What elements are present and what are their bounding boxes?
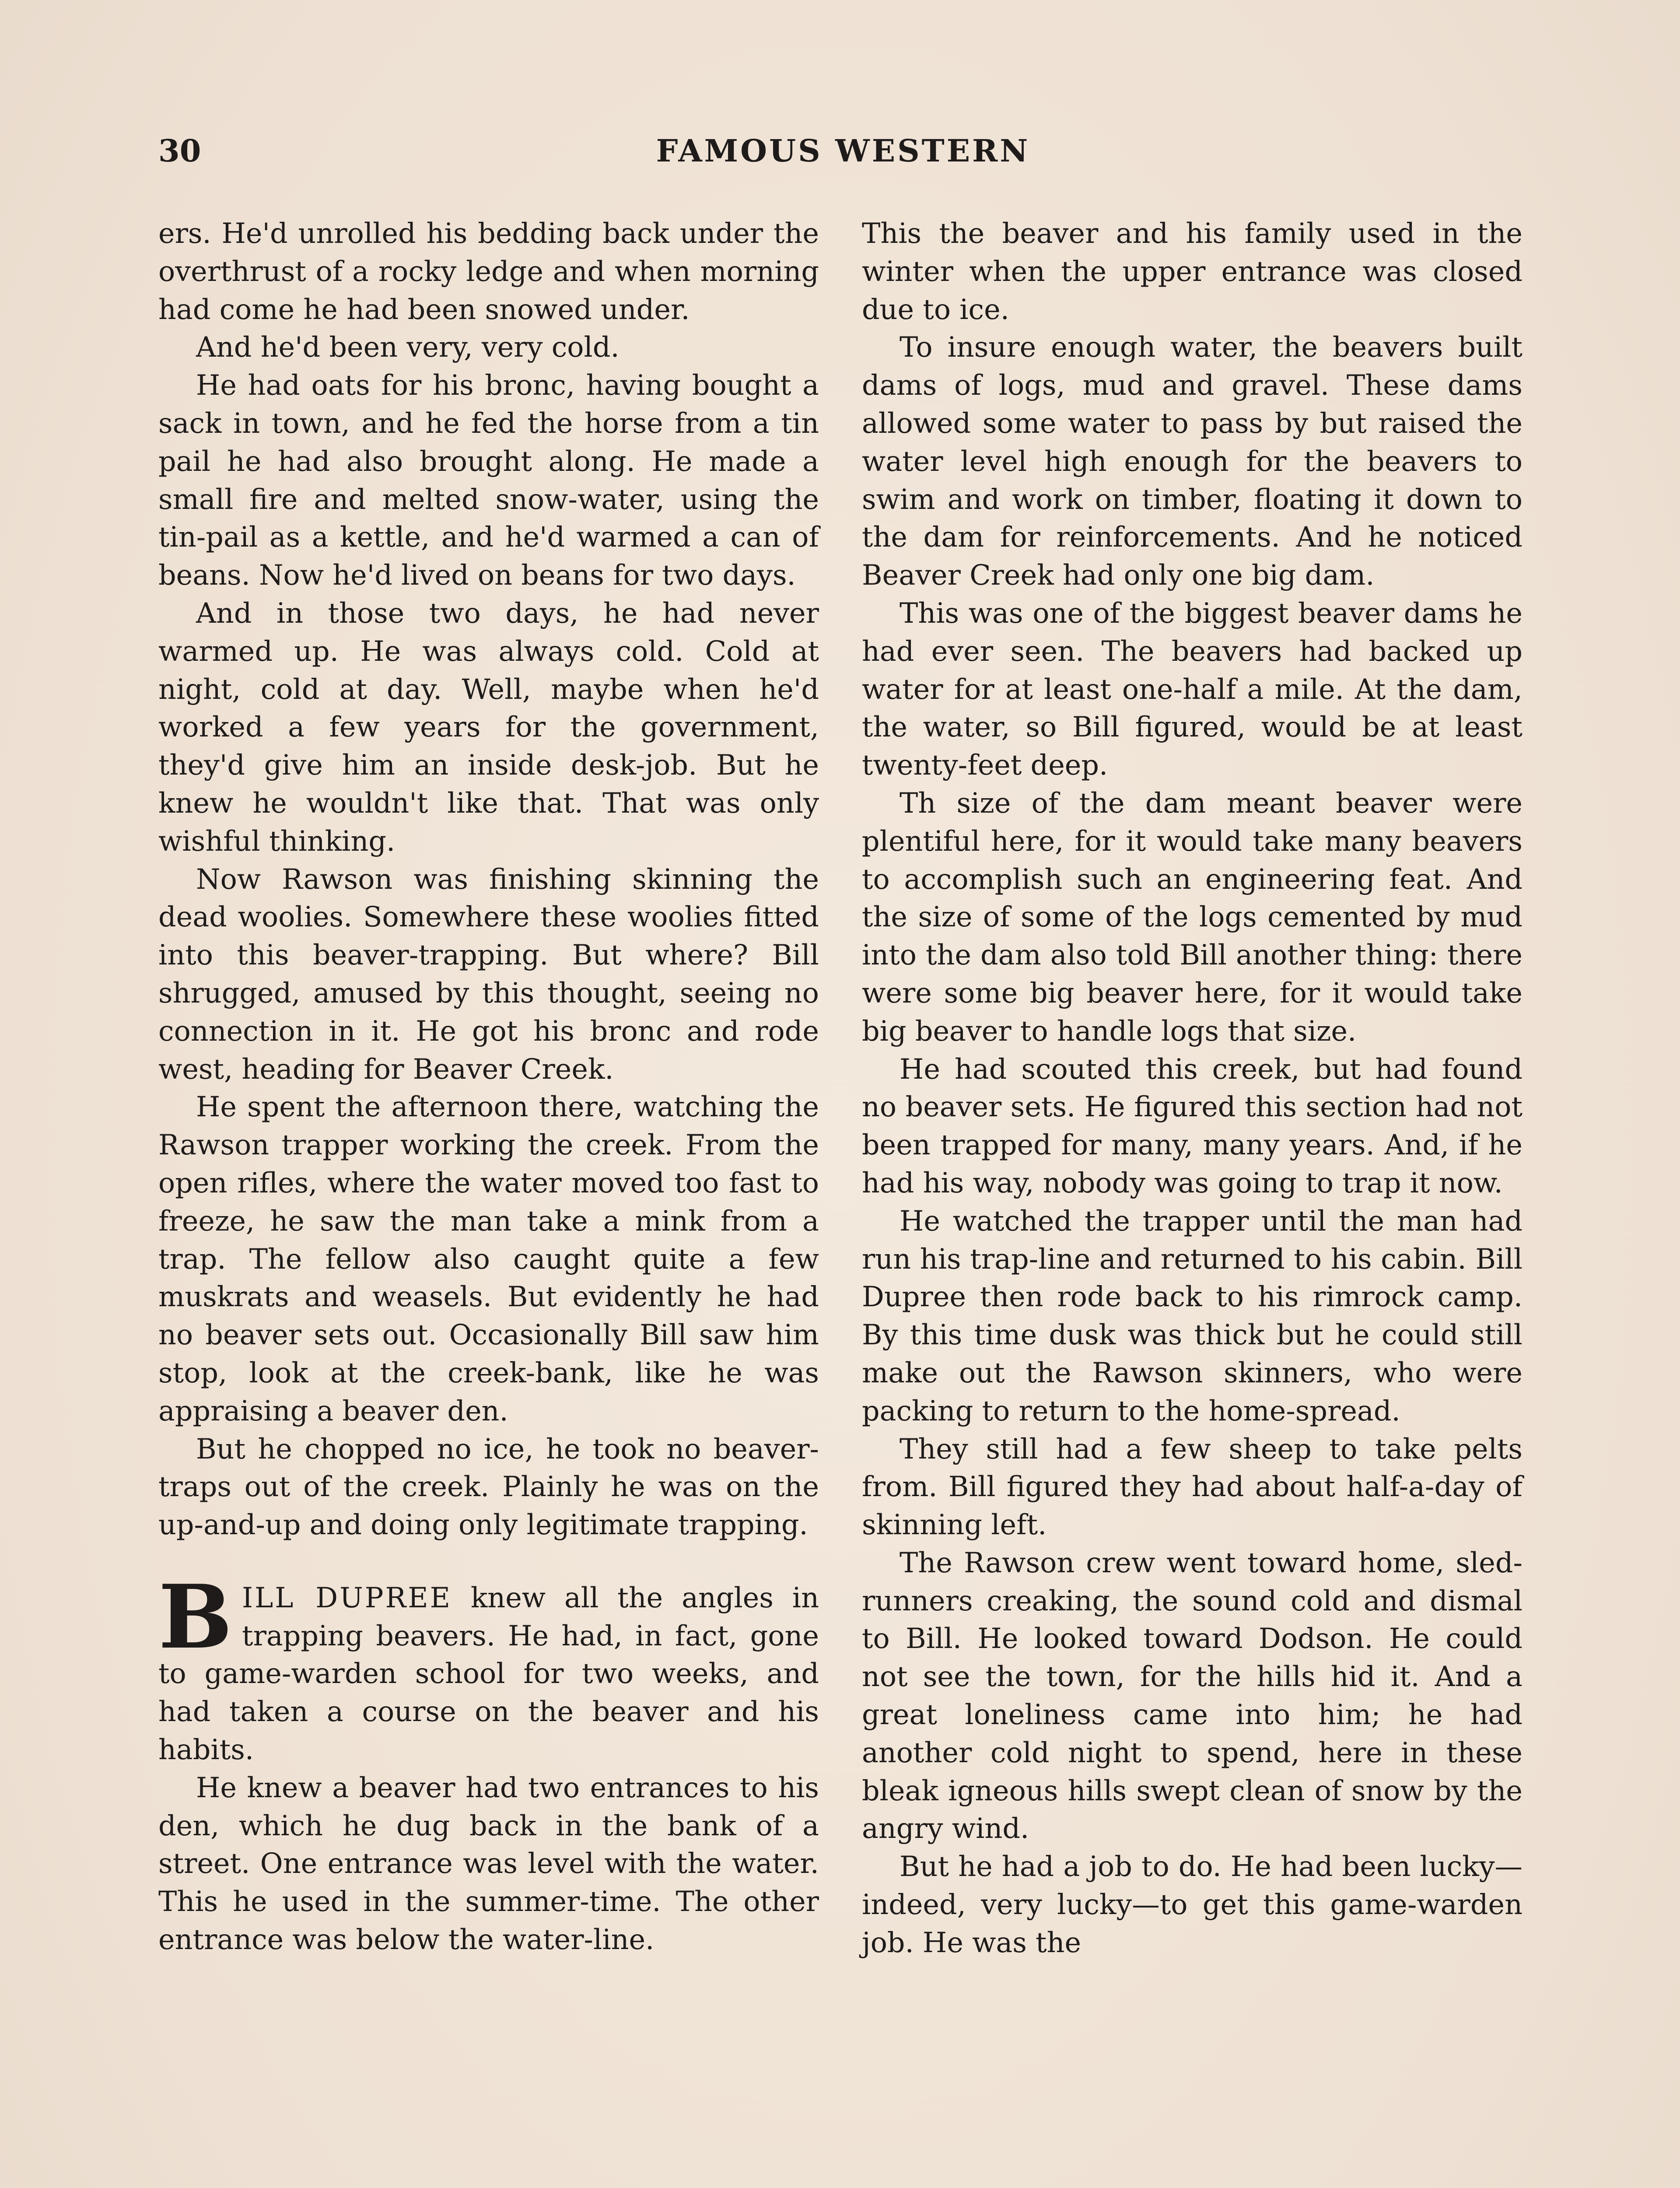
paragraph: He had oats for his bronc, having bought a sack in town, and he fed the horse from a tin pail he had also brought along. He made a small fire and melted snow-water, using the tin-pail as a kettle, and he'd warmed a can of beans. Now he'd lived on beans for two days. [158, 369, 819, 592]
section-opening-paragraph [158, 1579, 819, 1769]
paragraph: They still had a few sheep to take pelts from. Bill figured they had about half-a-day of skinning left. [862, 1432, 1522, 1541]
paragraph: ers. He'd unrolled his bedding back under the overthrust of a rocky ledge and when morning had come he had been snowed under. [158, 217, 819, 326]
drop-cap: B [158, 1578, 233, 1669]
paragraph: To insure enough water, the beavers built dams of logs, mud and gravel. These dams allowed some water to pass by but raised the water level high enough for the beavers to swim and work on timber, floating it down to the dam for reinforcements. And he noticed Beaver Creek had only one big dam. [862, 331, 1522, 592]
paragraph: This the beaver and his family used in the winter when the upper entrance was closed due to ice. [862, 217, 1522, 326]
paragraph: And he'd been very, very cold. [196, 331, 620, 364]
right-column [862, 214, 1522, 1962]
paragraph: But he chopped no ice, he took no beaver-traps out of the creek. Plainly he was on the up-and-up and doing only legitimate trapping. [158, 1432, 819, 1541]
running-head: FAMOUS WESTERN [656, 133, 1030, 169]
page-number: 30 [158, 133, 201, 169]
paragraph: The Rawson crew went toward home, sled-runners creaking, the sound cold and dismal to Bill. He looked toward Dodson. He could not see the town, for the hills hid it. And a great loneliness came into him; he had another cold night to spend, here in these bleak igneous hills swept clean of snow by the angry wind. [862, 1546, 1522, 1845]
left-column [158, 214, 819, 1959]
paragraph: And in those two days, he had never warmed up. He was always cold. Cold at night, cold at day. Well, maybe when he'd worked a few years for the government, they'd give him an inside desk-job. But he knew he wouldn't like that. That was only wishful thinking. [158, 596, 819, 857]
paragraph: He had scouted this creek, but had found no beaver sets. He figured this section had not been trapped for many, many years. And, if he had his way, nobody was going to trap it now. [862, 1052, 1522, 1199]
paragraph: He spent the afternoon there, watching the Rawson trapper working the creek. From the open rifles, where the water moved too fast to freeze, he saw the man take a mink from a trap. The fellow also caught quite a few muskrats and weasels. But evidently he had no beaver sets out. Occasionally Bill saw him stop, look at the creek-bank, like he was appraising a beaver den. [158, 1090, 819, 1427]
paragraph: Th size of the dam meant beaver were plentiful here, for it would take many beavers to accomplish such an engineering feat. And the size of some of the logs cemented by mud into the dam also told Bill another thing: there were some big beaver here, for it would take big beaver to handle logs that size. [862, 786, 1522, 1047]
page-header [158, 127, 1528, 175]
paragraph: But he had a job to do. He had been lucky—indeed, very lucky—to get this game-warden job. He was the [862, 1850, 1522, 1959]
paragraph: He knew a beaver had two entrances to his den, which he dug back in the bank of a street. One entrance was level with the water. This he used in the summer-time. The other entrance was below the water-line. [158, 1771, 819, 1956]
paragraph-text: knew all the angles in trapping beavers. He had, in fact, gone to game-warden school for two weeks, and had taken a course on the beaver and his habits. [158, 1581, 819, 1766]
lead-in-caps: ILL DUPREE [242, 1581, 452, 1614]
paragraph: Now Rawson was finishing skinning the dead woolies. Somewhere these woolies fitted into this beaver-trapping. But where? Bill shrugged, amused by this thought, seeing no connection in it. He got his bronc and rode west, heading for Beaver Creek. [158, 863, 819, 1085]
paragraph: He watched the trapper until the man had run his trap-line and returned to his cabin. Bill Dupree then rode back to his rimrock camp. By this time dusk was thick but he could still make out the Rawson skinners, who were packing to return to the home-spread. [862, 1204, 1522, 1427]
paragraph: This was one of the biggest beaver dams he had ever seen. The beavers had backed up water for at least one-half a mile. At the dam, the water, so Bill figured, would be at least twenty-feet deep. [862, 596, 1522, 782]
